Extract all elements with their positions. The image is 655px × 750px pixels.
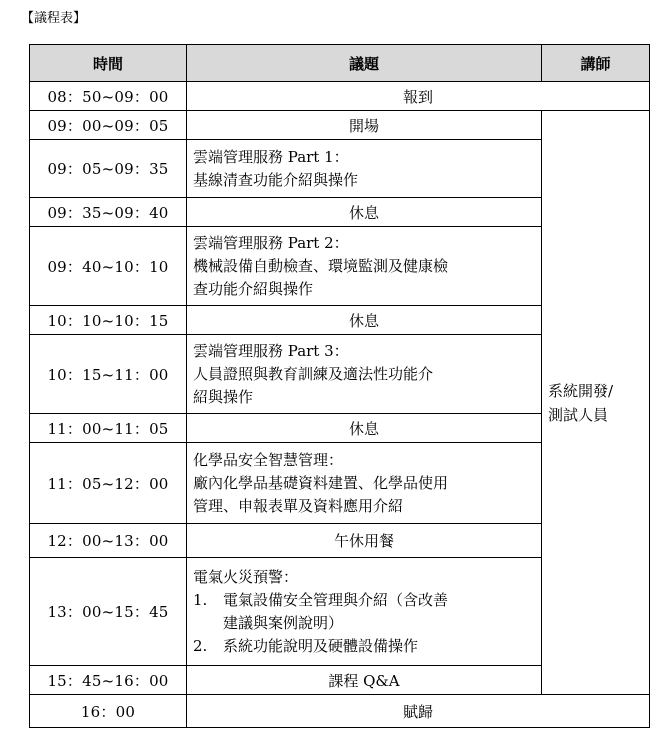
- time-cell: 12：00~13：00: [30, 524, 187, 558]
- speaker-cell: [542, 111, 650, 695]
- topic-line: 基線清查功能介紹與操作: [193, 170, 359, 189]
- time-cell: 10：15~11：00: [30, 335, 187, 414]
- table-row: [30, 111, 650, 140]
- topic-cell: 休息: [187, 306, 542, 335]
- topic-line: 廠內化學品基礎資料建置、化學品使用: [193, 473, 449, 492]
- topic-cell: [187, 335, 542, 414]
- list-item-line: 建議與案例說明）: [223, 613, 344, 632]
- topic-cell: 課程 Q&A: [187, 666, 542, 695]
- topic-line: 機械設備自動檢查、環境監測及健康檢: [193, 256, 449, 275]
- time-cell: 13：00~15：45: [30, 558, 187, 666]
- topic-cell: 休息: [187, 414, 542, 443]
- list-item: [193, 635, 535, 658]
- topic-cell: [187, 558, 542, 666]
- topic-cell: [187, 227, 542, 306]
- topic-line: 紹與操作: [193, 387, 254, 406]
- table-row: [30, 695, 650, 728]
- topic-cell: 休息: [187, 198, 542, 227]
- topic-line: 雲端管理服務 Part 2：: [193, 233, 349, 252]
- list-item-line: 電氣設備安全管理與介紹（含改善: [223, 590, 449, 609]
- topic-line: 雲端管理服務 Part 1：: [193, 147, 349, 166]
- header-speaker: 講師: [542, 45, 650, 82]
- topic-line: 電氣火災預警：: [193, 567, 299, 586]
- topic-cell: 賦歸: [187, 695, 650, 728]
- topic-cell: 午休用餐: [187, 524, 542, 558]
- time-cell: 16：00: [30, 695, 187, 728]
- time-cell: 08：50~09：00: [30, 82, 187, 111]
- header-time: 時間: [30, 45, 187, 82]
- list-number: 1.: [193, 590, 208, 609]
- time-cell: 10：10~10：15: [30, 306, 187, 335]
- topic-cell: [187, 140, 542, 198]
- topic-cell: 報到: [187, 82, 650, 111]
- topic-cell: 開場: [187, 111, 542, 140]
- header-row: [30, 45, 650, 82]
- time-cell: 09：05~09：35: [30, 140, 187, 198]
- time-cell: 11：00~11：05: [30, 414, 187, 443]
- time-cell: 09：40~10：10: [30, 227, 187, 306]
- table-row: [30, 82, 650, 111]
- topic-cell: [187, 443, 542, 524]
- speaker-line: 系統開發/: [548, 381, 614, 400]
- time-cell: 11：05~12：00: [30, 443, 187, 524]
- time-cell: 09：00~09：05: [30, 111, 187, 140]
- agenda-caption: 【議程表】: [21, 11, 87, 26]
- topic-line: 查功能介紹與操作: [193, 279, 314, 298]
- time-cell: 15：45~16：00: [30, 666, 187, 695]
- agenda-table: [29, 44, 650, 728]
- list-number: 2.: [193, 636, 208, 655]
- topic-line: 人員證照與教育訓練及適法性功能介: [193, 364, 434, 383]
- topic-line: 化學品安全智慧管理：: [193, 450, 344, 469]
- list-item-line: 系統功能說明及硬體設備操作: [223, 636, 419, 655]
- topic-line: 管理、申報表單及資料應用介紹: [193, 496, 404, 515]
- topic-line: 雲端管理服務 Part 3：: [193, 341, 349, 360]
- list-item: [193, 589, 535, 635]
- time-cell: 09：35~09：40: [30, 198, 187, 227]
- header-topic: 議題: [187, 45, 542, 82]
- speaker-line: 測試人員: [548, 405, 609, 424]
